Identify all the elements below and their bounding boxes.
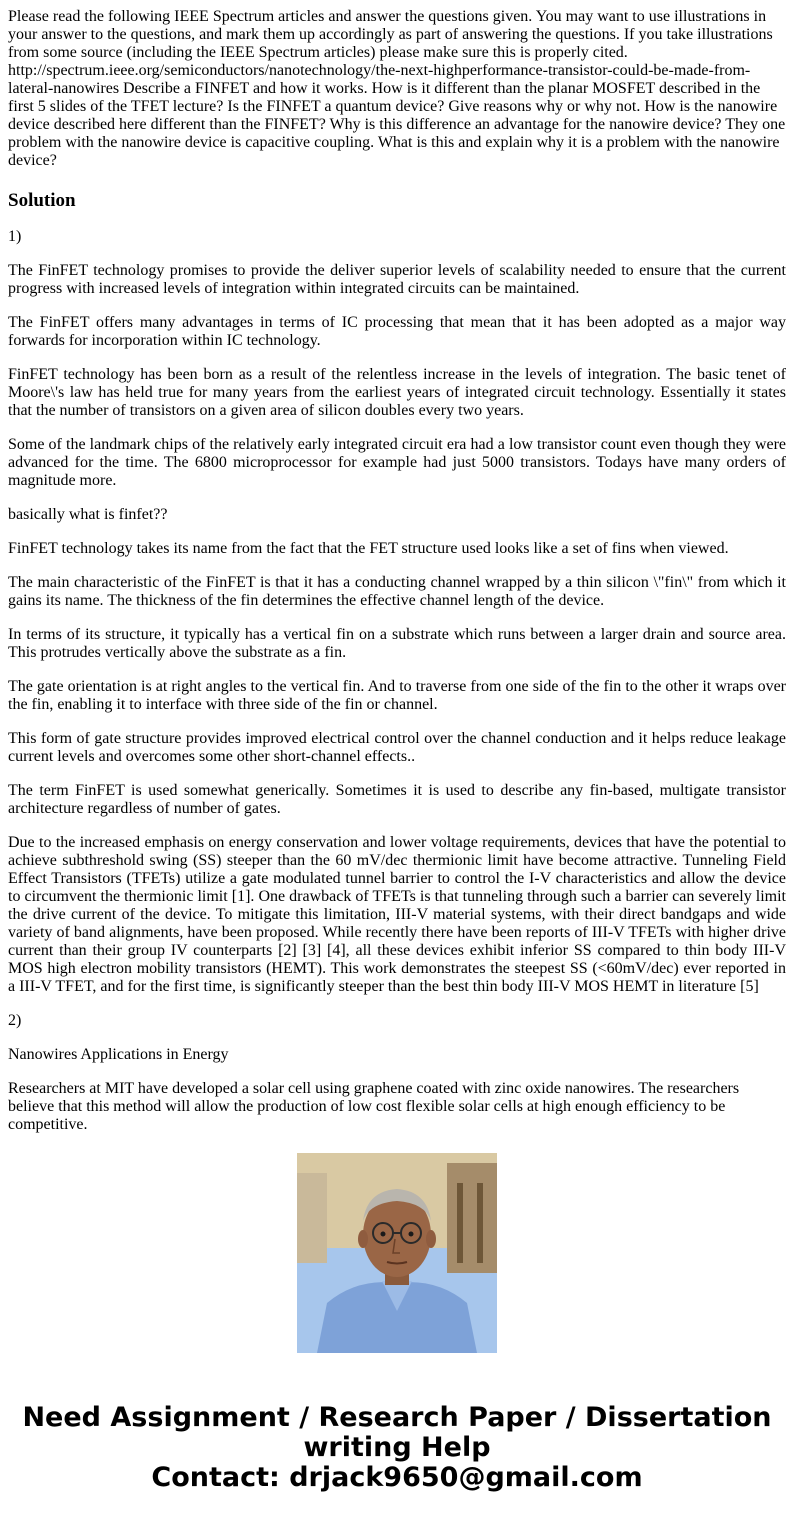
- promo-line: Need Assignment / Research Paper / Dissertation: [22, 1402, 772, 1433]
- answer-paragraph: Some of the landmark chips of the relatively early integrated circuit era had a low transistor count even though they were advanced for the time. The 6800 microprocessor for example had just 5000 transistors. Todays have many orders of magnitude more.: [8, 436, 786, 489]
- contact-email[interactable]: Contact: drjack9650@gmail.com: [151, 1462, 643, 1493]
- question-text: Please read the following IEEE Spectrum articles and answer the questions given. You may want to use illustrations in your answer to the questions, and mark them up accordingly as part of answering the questions. If you take illustrations from some source (including the IEEE Spectrum articles) please make sure this is properly cited. http://spectrum.ieee.org/semiconductors/nanotechnology/the-next-highperformance-transistor-could-be-made-from-lateral-nanowires Describe a FINFET and how it works. How is it different than the planar MOSFET described in the first 5 slides of the TFET lecture? Is the FINFET a quantum device? Give reasons why or why not. How is the nanowire device described here different than the FINFET? Why is this difference an advantage for the nanowire device? They one problem with the nanowire device is capacitive coupling. What is this and explain why it is a problem with the nanowire device?: [8, 8, 786, 169]
- answer-paragraph: Researchers at MIT have developed a solar cell using graphene coated with zinc oxide nanowires. The researchers believe that this method will allow the production of low cost flexible solar cells at high enough efficiency to be competitive.: [8, 1080, 740, 1133]
- answer-paragraph: The main characteristic of the FinFET is that it has a conducting channel wrapped by a thin silicon \"fin\" from which it gains its name. The thickness of the fin determines the effective channel length of the device.: [8, 574, 786, 609]
- answer-paragraph: basically what is finfet??: [8, 506, 168, 523]
- answer-paragraph: The FinFET offers many advantages in terms of IC processing that mean that it has been adopted as a major way forwards for incorporation within IC technology.: [8, 314, 786, 349]
- answer-paragraph: FinFET technology has been born as a result of the relentless increase in the levels of integration. The basic tenet of Moore\'s law has held true for many years from the earliest years of integrated circuit technology. Essentially it states that the number of transistors on a given area of silicon doubles every two years.: [8, 366, 786, 419]
- answer-paragraph: The FinFET technology promises to provide the deliver superior levels of scalability needed to ensure that the current progress with increased levels of integration within integrated circuits can be maintained.: [8, 262, 786, 297]
- answer-paragraph: Due to the increased emphasis on energy conservation and lower voltage requirements, devices that have the potential to achieve subthreshold swing (SS) steeper than the 60 mV/dec thermionic limit have become attractive. Tunneling Field Effect Transistors (TFETs) utilize a gate modulated tunnel barrier to control the I-V characteristics and allow the device to circumvent the thermionic limit [1]. One drawback of TFETs is that tunneling through such a barrier can severely limit the drive current of the device. To mitigate this limitation, III-V material systems, with their direct bandgaps and wide variety of band alignments, have been proposed. While recently there have been reports of III-V TFETs with higher drive current than their group IV counterparts [2] [3] [4], all these devices exhibit inferior SS compared to thin body III-V MOS high electron mobility transistors (HEMT). This work demonstrates the steepest SS (<60mV/dec) ever reported in a III-V TFET, and for the first time, is significantly steeper than the best thin body III-V MOS HEMT in literature [5]: [8, 834, 786, 995]
- solution-heading: Solution: [8, 190, 76, 211]
- author-photo-illustration: [297, 1153, 497, 1353]
- answer-paragraph: The term FinFET is used somewhat generically. Sometimes it is used to describe any fin-based, multigate transistor architecture regardless of number of gates.: [8, 782, 786, 817]
- answer-paragraph: FinFET technology takes its name from the fact that the FET structure used looks like a set of fins when viewed.: [8, 540, 729, 557]
- promo-line: writing Help: [303, 1432, 491, 1463]
- document-body: [8, 0, 786, 1133]
- answer-paragraph: Nanowires Applications in Energy: [8, 1046, 229, 1063]
- answer-paragraph: 2): [8, 1012, 22, 1029]
- answer-paragraph: 1): [8, 228, 22, 245]
- answer-paragraph: In terms of its structure, it typically has a vertical fin on a substrate which runs between a larger drain and source area. This protrudes vertically above the substrate as a fin.: [8, 626, 786, 661]
- author-avatar: [297, 1153, 497, 1353]
- promo-banner: [0, 1403, 794, 1493]
- answer-paragraph: This form of gate structure provides improved electrical control over the channel conduction and it helps reduce leakage current levels and overcomes some other short-channel effects..: [8, 730, 786, 765]
- answer-paragraph: The gate orientation is at right angles to the vertical fin. And to traverse from one side of the fin to the other it wraps over the fin, enabling it to interface with three side of the fin or channel.: [8, 678, 786, 713]
